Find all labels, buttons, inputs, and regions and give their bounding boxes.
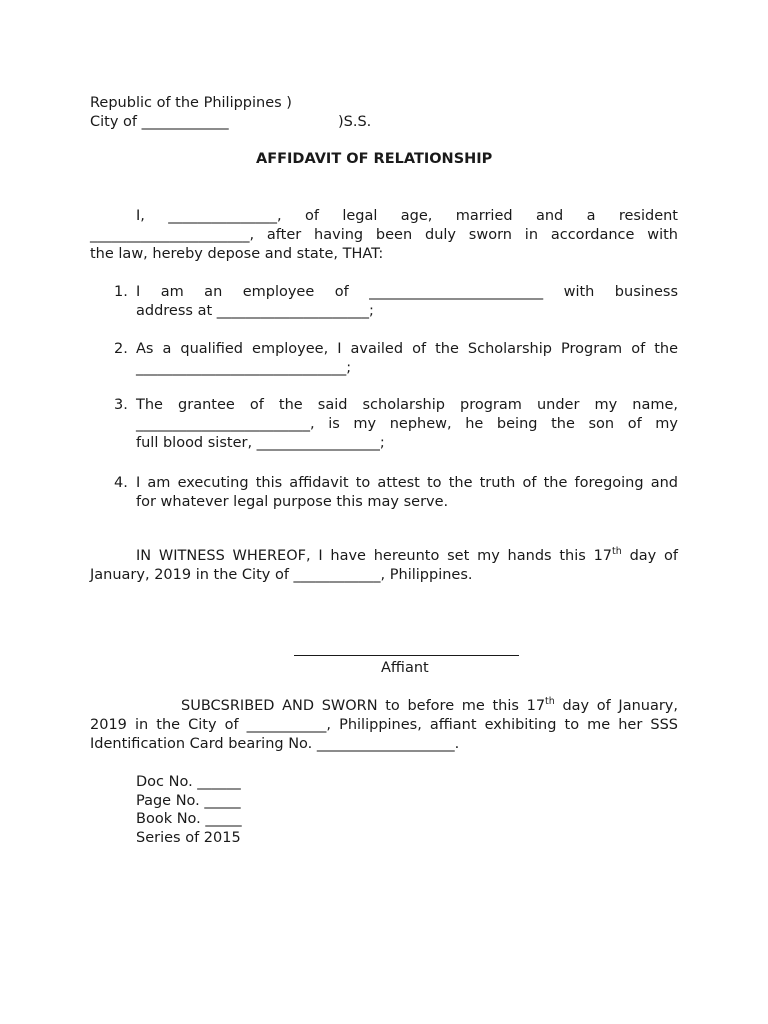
witness-line-1 [136,547,678,566]
item-3-number: 3. [114,397,128,413]
item-4-line-1: I am executing this affidavit to attest to the truth of the foregoing and [136,475,678,491]
item-3-line-2: ________________________, is my nephew, he being the son of my [136,416,678,432]
witness-text-b: day of [621,548,678,564]
witness-text-a: IN WITNESS WHEREOF, I have hereunto set my hands this 17 [136,548,613,564]
item-3-line-3: full blood sister, _________________; [136,435,385,451]
item-1-line-1: I am an employee of ________________________ with business [136,284,678,300]
signature-line [294,655,519,656]
series-of: Series of 2015 [136,830,241,846]
intro-line-1: I, _______________, of legal age, married and a resident [136,208,678,224]
item-2-line-1: As a qualified employee, I availed of the Scholarship Program of the [136,341,678,357]
jurat-text-a: SUBCSRIBED AND SWORN to before me this 17 [181,698,546,714]
item-4-line-2: for whatever legal purpose this may serve. [136,494,449,510]
book-no: Book No. _____ [136,811,242,827]
header-city: City of ____________ [90,114,229,130]
item-1-number: 1. [114,284,128,300]
item-2-number: 2. [114,341,128,357]
header-republic: Republic of the Philippines ) [90,95,292,111]
intro-line-3: the law, hereby depose and state, THAT: [90,246,384,262]
jurat-line-3: Identification Card bearing No. ___________________. [90,736,460,752]
item-2-line-2: _____________________________; [136,360,352,376]
item-4-number: 4. [114,475,128,491]
item-3-line-1: The grantee of the said scholarship program under my name, [136,397,678,413]
document-title: AFFIDAVIT OF RELATIONSHIP [256,151,493,167]
jurat-ordinal: th [545,696,555,707]
witness-ordinal: th [612,546,622,557]
jurat-line-2: 2019 in the City of ___________, Philippines, affiant exhibiting to me her SSS [90,717,678,733]
page-no: Page No. _____ [136,793,241,809]
header-ss: )S.S. [338,114,372,130]
intro-line-2: ______________________, after having been duly sworn in accordance with [90,227,678,243]
jurat-line-1 [181,697,678,716]
doc-no: Doc No. ______ [136,774,241,790]
affiant-label: Affiant [381,660,429,676]
jurat-text-b: day of January, [554,698,678,714]
item-1-line-2: address at _____________________; [136,303,374,319]
witness-line-2: January, 2019 in the City of ____________, Philippines. [90,567,473,583]
